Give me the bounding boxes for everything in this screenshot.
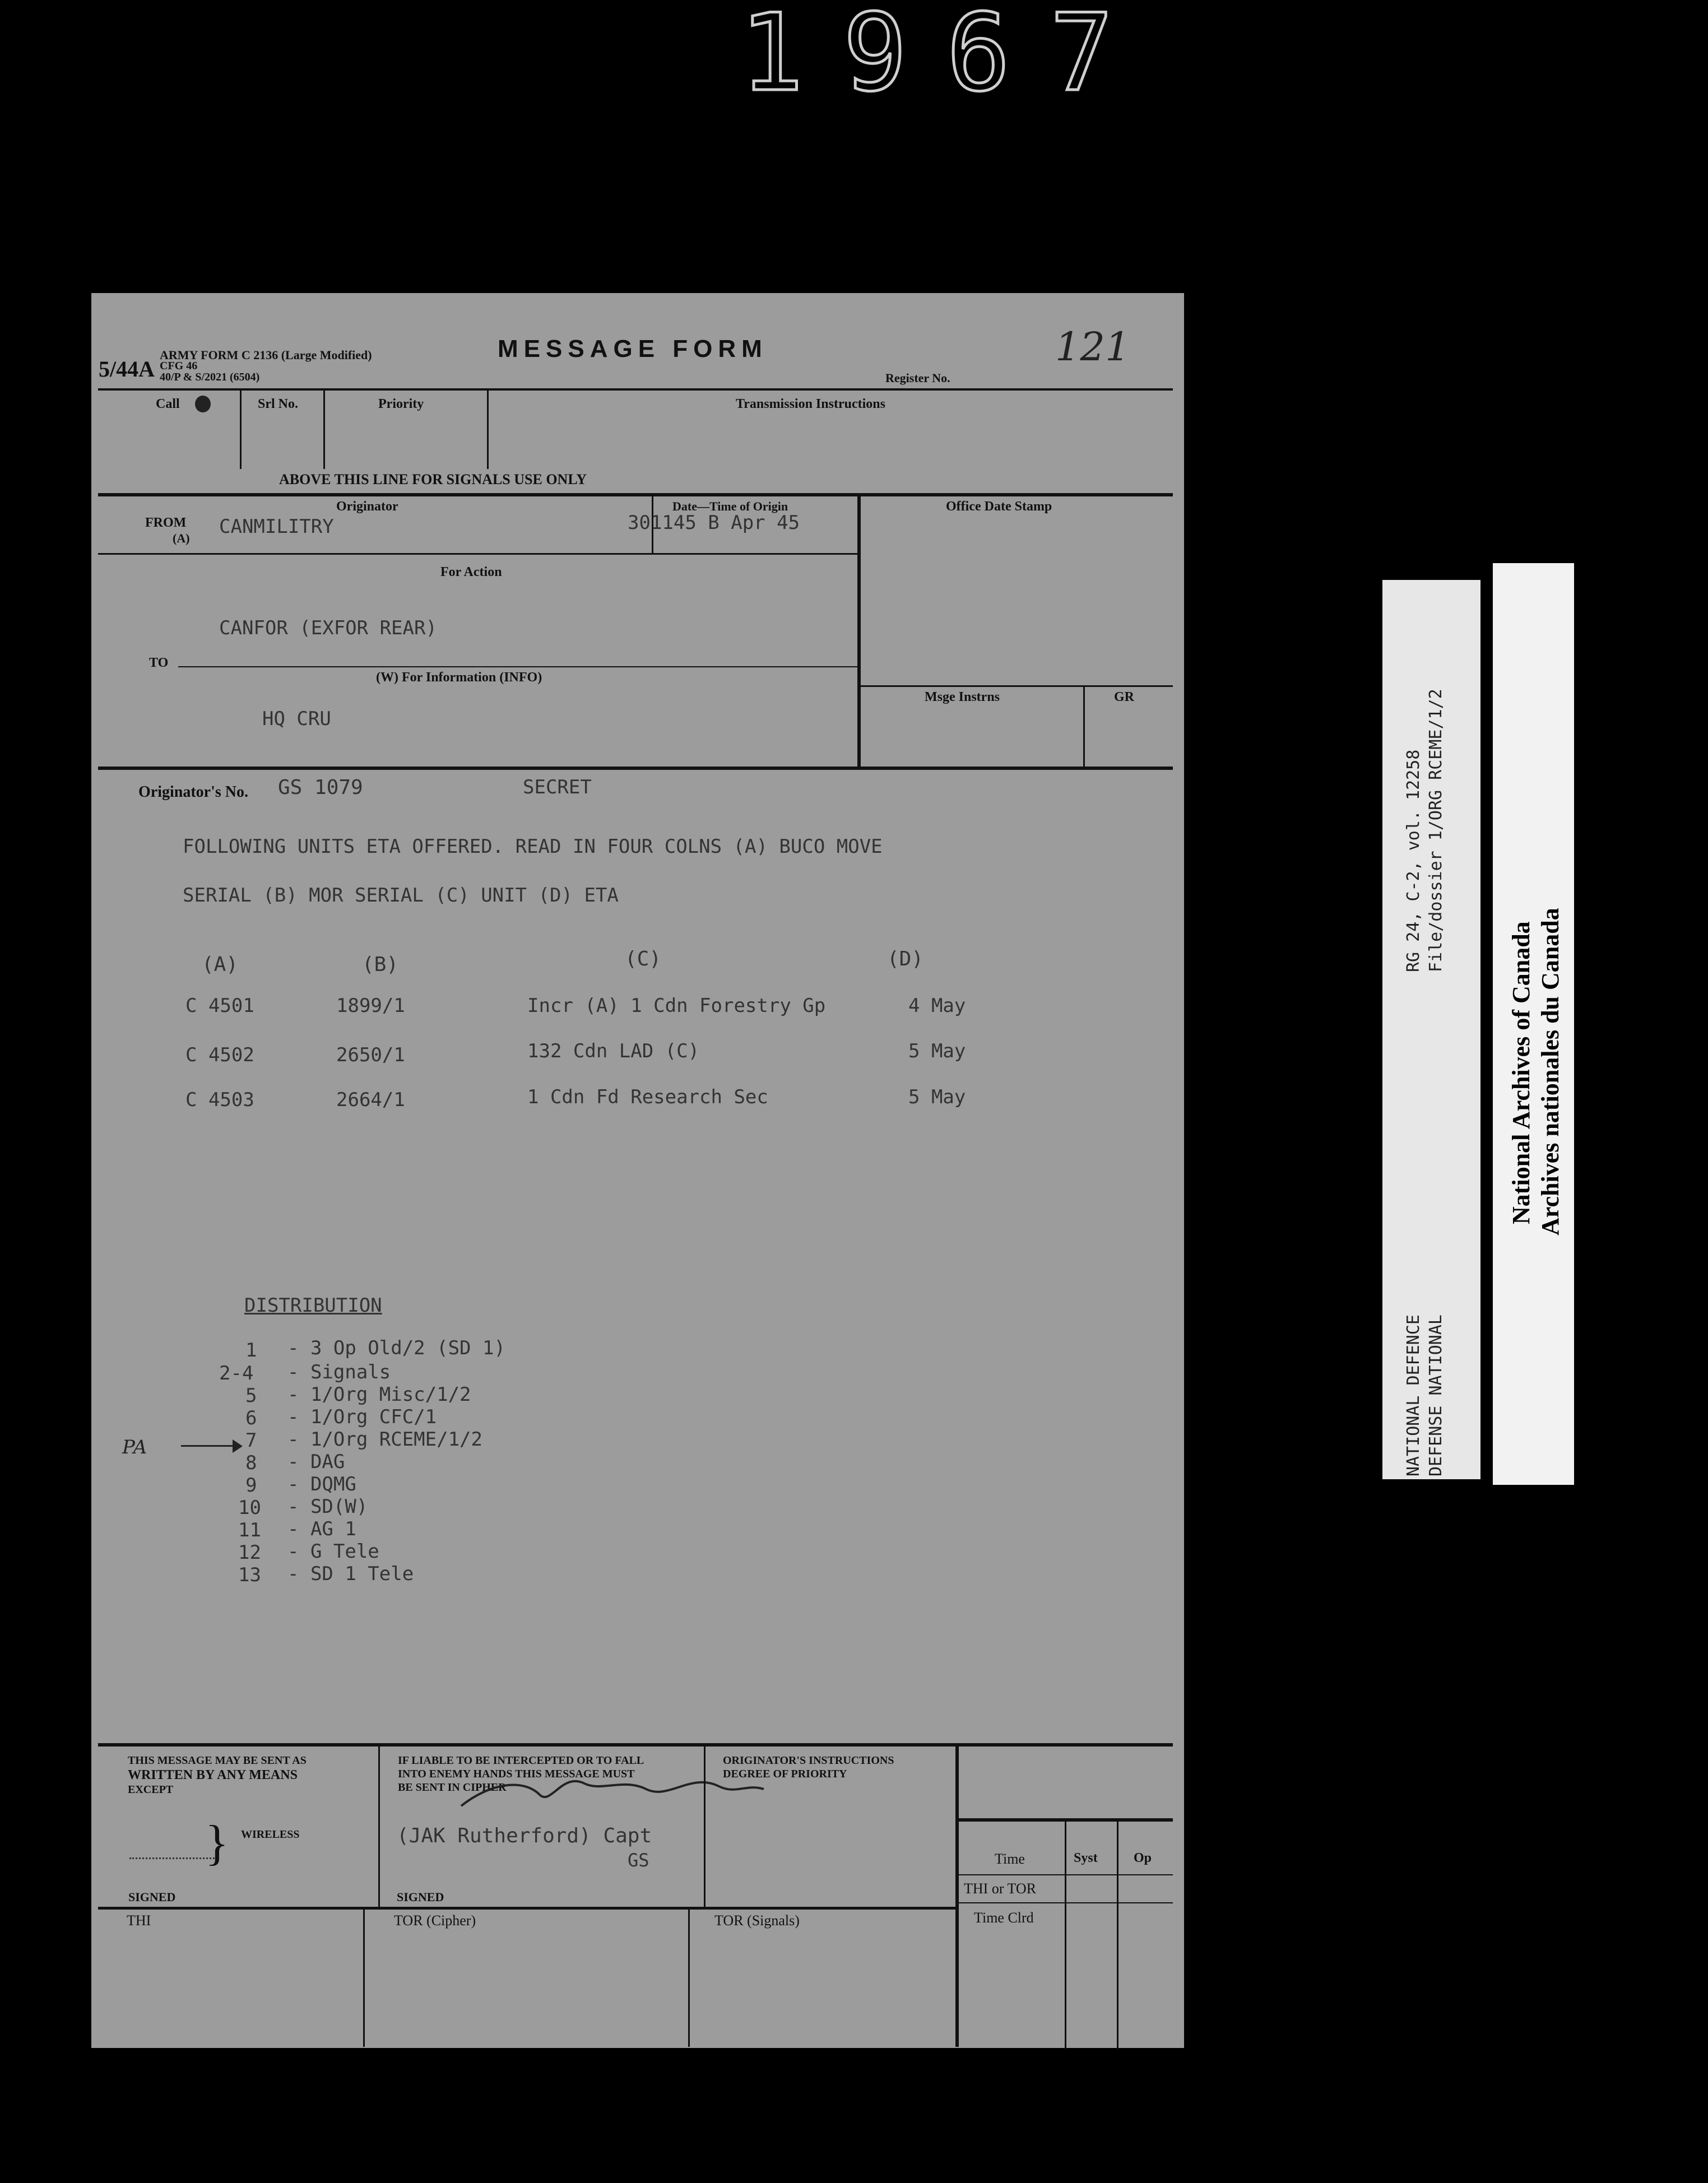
call-mark: [195, 396, 211, 412]
time-label: Time: [995, 1851, 1025, 1867]
dist-text: - 3 Op Old/2 (SD 1): [287, 1337, 505, 1359]
from-label: FROM: [145, 515, 187, 530]
orig-instr-2: DEGREE OF PRIORITY: [723, 1768, 847, 1780]
dist-num: 12: [238, 1541, 261, 1564]
table-cell: 1899/1: [336, 995, 405, 1017]
dist-text: - 1/Org RCEME/1/2: [287, 1428, 482, 1451]
register-label: Register No.: [885, 371, 950, 385]
thi-tor-label: THI or TOR: [964, 1880, 1037, 1897]
wireless-label: WIRELESS: [241, 1828, 300, 1841]
intercept-text-3: BE SENT IN CIPHER: [398, 1781, 507, 1794]
info-value: HQ CRU: [262, 708, 331, 730]
dist-text: - Signals: [287, 1361, 391, 1383]
form-ref-1: ARMY FORM C 2136 (Large Modified): [160, 348, 372, 362]
form-number: 5/44A: [99, 356, 155, 382]
above-line-label: ABOVE THIS LINE FOR SIGNALS USE ONLY: [279, 471, 587, 487]
info-label: (W) For Information (INFO): [376, 670, 542, 685]
strip-inst-line-1: National Archives of Canada: [1507, 921, 1535, 1224]
dist-text: - DAG: [287, 1451, 345, 1473]
classification: SECRET: [523, 776, 592, 798]
arrow-head: [233, 1439, 243, 1453]
sent-text-3: EXCEPT: [128, 1783, 174, 1796]
dist-text: - 1/Org CFC/1: [287, 1406, 437, 1428]
form-ref-2: CFG 46: [160, 360, 198, 372]
srl-label: Srl No.: [258, 397, 298, 411]
thi-label: THI: [127, 1912, 151, 1929]
orig-no-value: GS 1079: [278, 776, 363, 799]
strip-ref-line-1: RG 24, C-2, vol. 12258: [1404, 749, 1423, 972]
table-cell: 4 May: [908, 995, 966, 1017]
signed-label-left: SIGNED: [128, 1890, 176, 1904]
form-title: MESSAGE FORM: [498, 335, 768, 363]
table-cell: 132 Cdn LAD (C): [527, 1040, 700, 1062]
table-header-d: (D): [887, 947, 924, 970]
dist-num: 13: [238, 1564, 261, 1586]
table-header-a: (A): [202, 953, 239, 976]
table-row: C 4503: [185, 1089, 254, 1111]
signatory: (JAK Rutherford) Capt: [397, 1824, 652, 1847]
brace: }: [205, 1816, 229, 1870]
archive-strip-institution: [1493, 563, 1574, 1485]
dist-num: 7: [245, 1429, 257, 1452]
orig-instr-1: ORIGINATOR'S INSTRUCTIONS: [723, 1754, 894, 1767]
priority-label: Priority: [378, 397, 424, 411]
originator-label: Originator: [336, 499, 398, 514]
dist-num: 10: [238, 1497, 261, 1519]
call-label: Call: [156, 397, 180, 411]
frame-number: 1967: [740, 0, 1153, 115]
dto-label: Date—Time of Origin: [672, 499, 788, 513]
table-row: C 4501: [185, 995, 254, 1017]
msge-instrns-label: Msge Instrns: [925, 690, 1000, 704]
strip-ref-line-4: DEFENSE NATIONAL: [1426, 1315, 1446, 1476]
gr-label: GR: [1114, 690, 1134, 704]
dist-num: 6: [245, 1407, 257, 1429]
message-line-2: SERIAL (B) MOR SERIAL (C) UNIT (D) ETA: [183, 884, 619, 907]
table-header-b: (B): [362, 953, 399, 976]
tor-cipher-label: TOR (Cipher): [394, 1912, 476, 1929]
dist-num: 9: [245, 1474, 257, 1497]
dist-text: - G Tele: [287, 1540, 379, 1563]
strip-ref-line-2: File/dossier 1/ORG RCEME/1/2: [1426, 689, 1446, 972]
transmission-label: Transmission Instructions: [736, 397, 885, 411]
from-value: CANMILITRY: [219, 515, 334, 538]
table-cell: Incr (A) 1 Cdn Forestry Gp: [527, 995, 826, 1017]
dist-num: 11: [238, 1519, 261, 1541]
office-stamp-label: Office Date Stamp: [946, 499, 1052, 514]
dist-text: - DQMG: [287, 1473, 356, 1495]
signed-label-middle: SIGNED: [397, 1890, 444, 1904]
dist-text: - SD 1 Tele: [287, 1563, 414, 1585]
sent-text-1: THIS MESSAGE MAY BE SENT AS: [128, 1754, 307, 1767]
signatory-unit: GS: [628, 1850, 649, 1871]
handwritten-signature: [456, 1761, 769, 1823]
dist-num: 5: [245, 1385, 257, 1407]
table-header-c: (C): [625, 947, 662, 970]
table-cell: 2664/1: [336, 1089, 405, 1111]
table-cell: 2650/1: [336, 1044, 405, 1066]
dotted-line: [129, 1857, 215, 1859]
margin-note: PA: [122, 1436, 147, 1459]
form-ref-3: 40/P & S/2021 (6504): [160, 371, 260, 383]
to-value: CANFOR (EXFOR REAR): [219, 617, 437, 639]
orig-no-label: Originator's No.: [138, 783, 248, 801]
dto-value: 301145 B Apr 45: [628, 512, 800, 534]
arrow-mark: [181, 1445, 240, 1447]
tor-signals-label: TOR (Signals): [714, 1912, 800, 1929]
table-cell: 1 Cdn Fd Research Sec: [527, 1086, 768, 1108]
for-action-label: For Action: [440, 565, 502, 579]
dist-num: 1: [245, 1339, 257, 1362]
page-number: 121: [1055, 324, 1130, 370]
message-form-sheet: [91, 293, 1184, 2048]
syst-label: Syst: [1074, 1851, 1098, 1865]
dist-text: - 1/Org Misc/1/2: [287, 1383, 471, 1406]
table-cell: 5 May: [908, 1086, 966, 1108]
table-row: C 4502: [185, 1044, 254, 1066]
dist-num: 8: [245, 1452, 257, 1474]
intercept-text-2: INTO ENEMY HANDS THIS MESSAGE MUST: [398, 1768, 635, 1780]
archive-strip-reference: [1382, 580, 1480, 1479]
strip-ref-line-3: NATIONAL DEFENCE: [1404, 1315, 1423, 1476]
table-cell: 5 May: [908, 1040, 966, 1062]
distribution-title: DISTRIBUTION: [244, 1294, 382, 1317]
message-line-1: FOLLOWING UNITS ETA OFFERED. READ IN FOUR COLNS (A) BUCO MOVE: [183, 835, 883, 858]
dist-text: - SD(W): [287, 1495, 368, 1518]
dist-text: - AG 1: [287, 1518, 356, 1540]
sent-text-2: WRITTEN BY ANY MEANS: [128, 1768, 298, 1782]
op-label: Op: [1134, 1851, 1152, 1865]
intercept-text-1: IF LIABLE TO BE INTERCEPTED OR TO FALL: [398, 1754, 644, 1767]
from-sub: (A): [173, 531, 190, 545]
to-label: TO: [149, 656, 169, 670]
dist-num: 2-4: [219, 1362, 254, 1385]
strip-inst-line-2: Archives nationales du Canada: [1537, 908, 1564, 1236]
time-clrd-label: Time Clrd: [974, 1910, 1034, 1926]
